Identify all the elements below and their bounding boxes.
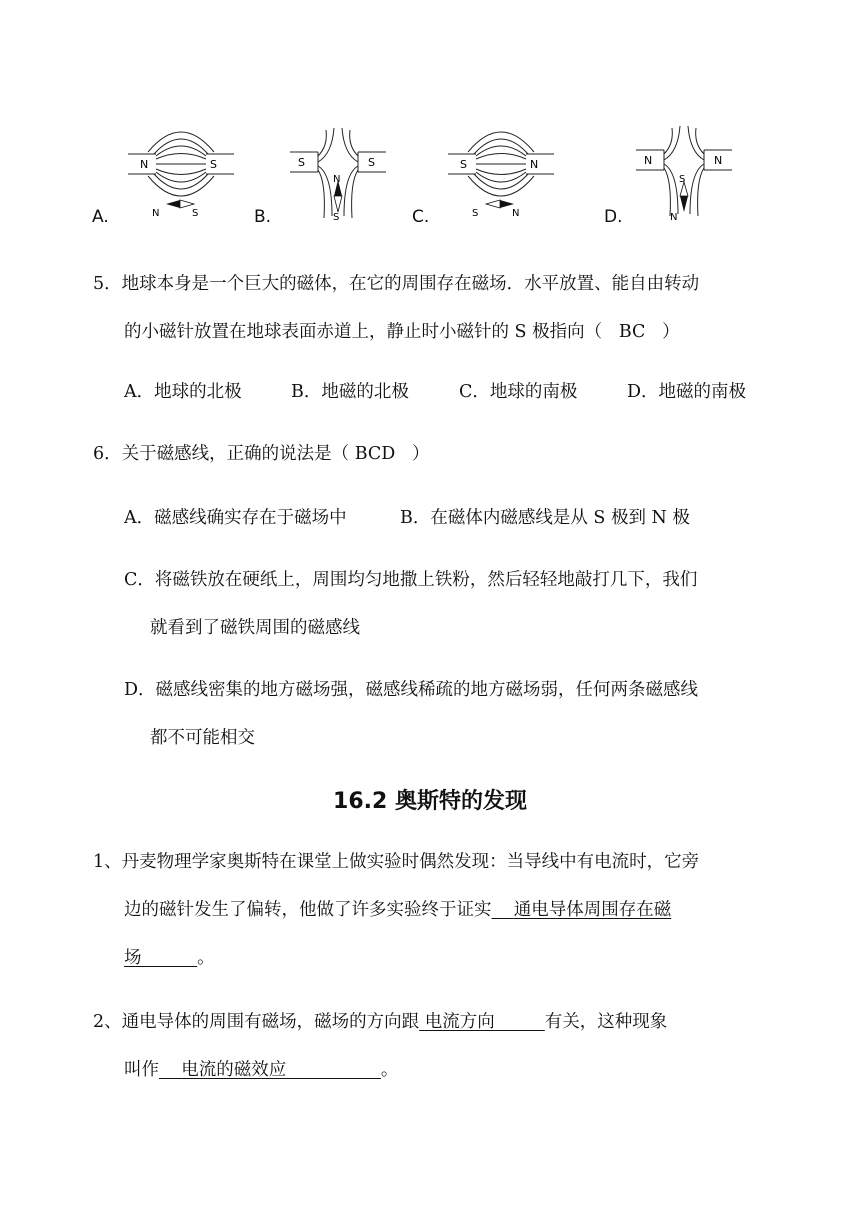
q6-option-b: B．在磁体内磁感线是从 S 极到 N 极 <box>400 508 690 528</box>
figure-d-svg <box>634 126 734 221</box>
section-title: 16.2 奥斯特的发现 <box>333 789 527 814</box>
s2-line1-suffix: 有关，这种现象 <box>544 1012 668 1032</box>
figure-a-magnet-field[interactable] <box>126 126 236 221</box>
figure-c-right-pole: N <box>530 158 539 171</box>
q6-stem-prefix: 6．关于磁感线，正确的说法是（ <box>93 444 350 464</box>
figure-c-needle-left: S <box>472 208 479 219</box>
q6-answer: BCD <box>354 444 396 464</box>
figure-a-left-pole: N <box>140 158 149 171</box>
figure-d-right-pole: N <box>714 154 723 167</box>
figure-d-left-pole: N <box>644 154 653 167</box>
figure-b-needle-s: S <box>333 212 340 223</box>
figure-c-magnet-field[interactable] <box>446 126 556 221</box>
figure-a-needle-s: S <box>192 208 199 219</box>
q6-stem-suffix: ） <box>412 444 430 464</box>
q6-option-d-line2: 都不可能相交 <box>150 728 255 748</box>
s1-answer-part1[interactable]: 通电导体周围存在磁 <box>513 900 672 920</box>
option-d-letter: D. <box>604 207 623 227</box>
figure-c-needle <box>486 200 500 208</box>
figure-b-needle-n: N <box>333 174 341 185</box>
figure-a-right-pole: S <box>210 158 217 171</box>
s1-line1: 1、丹麦物理学家奥斯特在课堂上做实验时偶然发现：当导线中有电流时，它旁 <box>93 852 700 872</box>
figure-d-needle-bottom: N <box>670 212 678 223</box>
figure-b-right-pole: S <box>368 156 375 169</box>
s2-line2 <box>124 1058 398 1082</box>
s2-line2-prefix: 叫作 <box>124 1060 159 1080</box>
s2-line1-prefix: 2、通电导体的周围有磁场，磁场的方向跟 <box>93 1012 420 1032</box>
figure-a-needle-n: N <box>152 208 160 219</box>
q5-option-a: A．地球的北极 <box>124 382 242 402</box>
figure-c-svg <box>446 126 556 221</box>
figure-b-left-pole: S <box>298 156 305 169</box>
s1-end: 。 <box>197 948 215 968</box>
q6-option-c-line1: C．将磁铁放在硬纸上，周围均匀地撒上铁粉，然后轻轻地敲打几下，我们 <box>124 570 698 590</box>
s1-line2 <box>124 898 671 922</box>
figure-a-svg <box>126 126 236 221</box>
s2-answer1[interactable]: 电流方向 <box>424 1012 495 1032</box>
figure-c-left-pole: S <box>460 158 467 171</box>
q5-option-c: C．地球的南极 <box>459 382 578 402</box>
q5-line2 <box>124 320 680 344</box>
q6-option-c-line2: 就看到了磁铁周围的磁感线 <box>150 618 360 638</box>
q5-answer: BC <box>618 322 646 342</box>
q6-stem <box>93 442 430 466</box>
figure-b-svg <box>288 126 388 221</box>
s2-answer2[interactable]: 电流的磁效应 <box>181 1060 287 1080</box>
q5-option-b: B．地磁的北极 <box>291 382 409 402</box>
figure-b-magnet-field[interactable] <box>288 126 388 221</box>
s1-line2-prefix: 边的磁针发生了偏转，他做了许多实验终于证实 <box>124 900 492 920</box>
figure-d-magnet-field[interactable] <box>634 126 734 221</box>
s1-answer-part2[interactable]: 场 <box>124 948 142 968</box>
q6-option-d-line1: D．磁感线密集的地方磁场强，磁感线稀疏的地方磁场弱，任何两条磁感线 <box>124 680 699 700</box>
q5-line1: 5．地球本身是一个巨大的磁体，在它的周围存在磁场．水平放置、能自由转动 <box>93 274 700 294</box>
figure-a-needle <box>166 200 180 208</box>
s2-end: 。 <box>380 1060 399 1080</box>
option-b-letter: B. <box>254 207 272 227</box>
q5-line2-suffix: ） <box>662 322 680 342</box>
s2-line1 <box>93 1010 667 1034</box>
s1-line3 <box>124 946 215 970</box>
option-c-letter: C. <box>412 207 430 227</box>
option-a-letter: A. <box>92 207 109 227</box>
figure-d-needle-top: S <box>679 174 686 185</box>
q5-line2-prefix: 的小磁针放置在地球表面赤道上，静止时小磁针的 S 极指向（ <box>124 322 603 342</box>
q5-option-d: D．地磁的南极 <box>627 382 747 402</box>
figure-c-needle-right: N <box>512 208 520 219</box>
q6-option-a: A．磁感线确实存在于磁场中 <box>124 508 347 528</box>
